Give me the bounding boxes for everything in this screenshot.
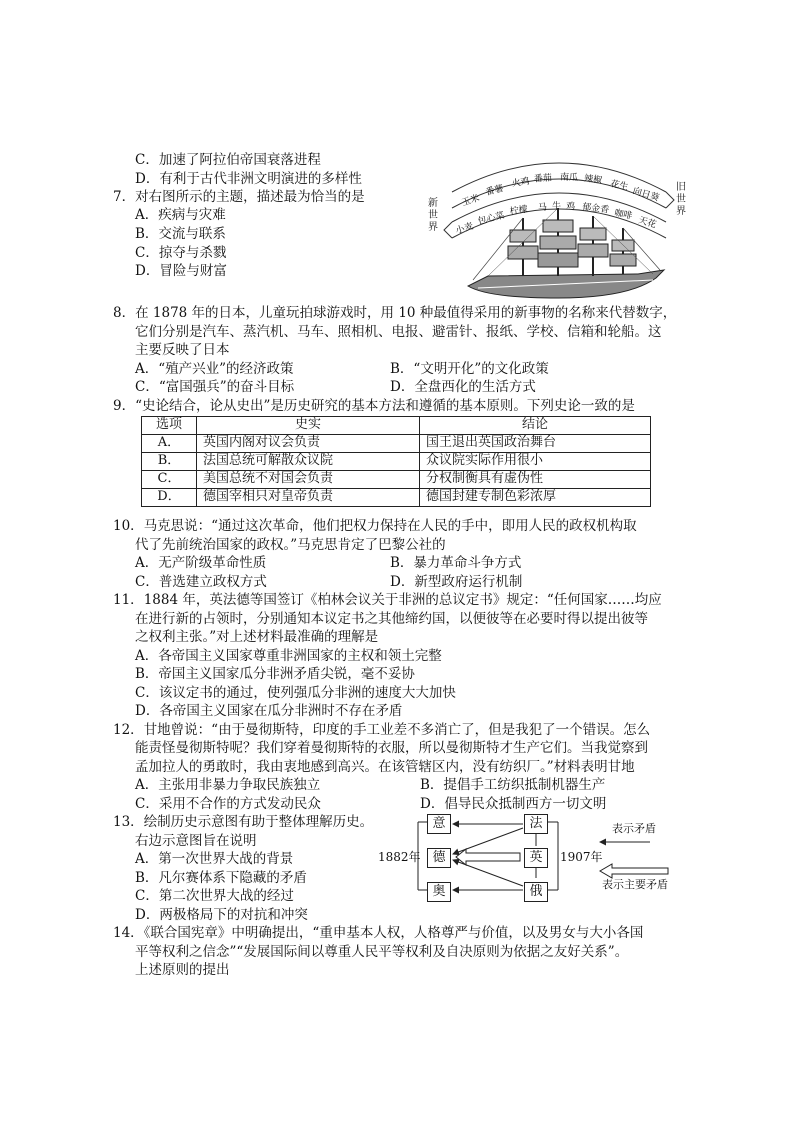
year-1907-label: 1907年: [560, 850, 603, 864]
table-cell-conclusion: 德国封建专制色彩浓厚: [420, 489, 651, 507]
q12-option-b: B．提倡手工纺织抵制机器生产: [420, 777, 606, 793]
q11-option-d: D．各帝国主义国家在瓜分非洲时不存在矛盾: [135, 703, 403, 719]
q11-option-c: C．该议定书的通过，使列强瓜分非洲的速度大大加快: [135, 685, 456, 701]
legend-minor-conflict: 表示矛盾: [612, 822, 656, 835]
q12-option-d: D．倡导民众抵制西方一切文明: [420, 796, 607, 812]
table-cell-fact: 法国总统可解散众议院: [197, 453, 420, 471]
q8-option-c: C．“富国强兵”的奋斗目标: [135, 379, 295, 395]
q9-table: [141, 416, 651, 507]
q8-stem-line2: 它们分别是汽车、蒸汽机、马车、照相机、电报、避雷针、报纸、学校、信箱和轮船。这: [135, 324, 662, 340]
table-header-fact: 史实: [197, 417, 420, 435]
table-cell-option: C．: [142, 471, 197, 489]
table-header-conclusion: 结论: [420, 417, 651, 435]
table-row: [142, 435, 651, 453]
goods-top-7: 向日葵: [631, 186, 661, 204]
q10-option-c: C．普选建立政权方式: [135, 574, 267, 590]
q10-number: 10．: [113, 518, 144, 534]
q8-stem-line1: [113, 305, 676, 323]
q11-stem-line1: [113, 592, 662, 610]
goods-bottom-5: 鸡: [565, 201, 576, 213]
q11-number: 11．: [113, 592, 144, 608]
table-cell-fact: 德国宰相只对皇帝负责: [197, 489, 420, 507]
q13-option-c: C．第二次世界大战的经过: [135, 888, 294, 904]
table-cell-fact: 美国总统不对国会负责: [197, 471, 420, 489]
q12-number: 12．: [113, 722, 144, 738]
table-cell-conclusion: 分权制衡具有虚伪性: [420, 471, 651, 489]
legend-major-conflict: 表示主要矛盾: [602, 878, 668, 891]
table-row: [142, 471, 651, 489]
q8-option-b: B．“文明开化”的文化政策: [390, 361, 549, 377]
q13-option-d: D．两极格局下的对抗和冲突: [135, 907, 308, 923]
q13-option-b: B．凡尔赛体系下隐藏的矛盾: [135, 870, 307, 886]
q8-option-a: A．“殖产兴业”的经济政策: [135, 361, 294, 377]
q10-stem-line2: 代了先前统治国家的政权。”马克思肯定了巴黎公社的: [135, 537, 446, 553]
q13-stem-line2: 右边示意图旨在说明: [135, 833, 257, 849]
q7-option-c: C．掠夺与杀戮: [135, 245, 227, 261]
node-germany: 德: [427, 848, 451, 868]
q10-option-b: B．暴力革命斗争方式: [390, 555, 522, 571]
table-cell-conclusion: 众议院实际作用很小: [420, 453, 651, 471]
q7-stem: [113, 189, 365, 207]
goods-top-6: 花生: [609, 179, 630, 193]
table-row: [142, 489, 651, 507]
q12-stem-line1: [113, 722, 650, 740]
table-cell-option: A．: [142, 435, 197, 453]
q7-number: 7．: [113, 189, 136, 205]
node-austria: 奥: [427, 882, 451, 902]
q7-option-d: D．冒险与财富: [135, 263, 227, 279]
q14-stem-line2: 平等权利之信念”“发展国际间以尊重人民平等权利及自决原则为依据之友好关系”。: [135, 944, 629, 960]
q12-option-c: C．采用不合作的方式发动民众: [135, 796, 321, 812]
year-1882-label: 1882年: [378, 850, 421, 864]
q10-stem-line1: [113, 518, 637, 536]
q8-option-d: D．全盘西化的生活方式: [390, 379, 536, 395]
q13-number: 13．: [113, 814, 144, 830]
node-italy: 意: [427, 814, 451, 834]
q9-stem: [113, 398, 635, 416]
goods-bottom-7: 咖啡: [613, 208, 634, 222]
goods-top-4: 南瓜: [559, 172, 579, 184]
q6-option-c: C．加速了阿拉伯帝国衰落进程: [135, 152, 321, 168]
alliance-diagram: [378, 810, 683, 906]
node-britain: 英: [524, 848, 548, 868]
q9-number: 9．: [113, 398, 136, 414]
q8-line1-text: 在 1878 年的日本，儿童玩拍球游戏时，用 10 种最值得采用的新事物的名称来代替数字，: [135, 305, 677, 321]
goods-top-5: 辣椒: [583, 173, 603, 187]
new-world-label: 新世界: [428, 198, 438, 233]
goods-bottom-8: 天花: [637, 215, 658, 231]
q11-line1-text: 1884 年，英法德等国签订《柏林会议关于非洲的总议定书》规定：“任何国家……均应: [143, 592, 662, 608]
goods-top-1: 番薯: [484, 183, 505, 199]
q6-option-d: D．有利于古代非洲文明演进的多样性: [135, 171, 362, 187]
goods-top-3: 番茄: [533, 173, 553, 185]
columbian-exchange-figure: [428, 158, 690, 304]
node-russia: 俄: [524, 882, 548, 902]
table-cell-conclusion: 国王退出英国政治舞台: [420, 435, 651, 453]
q9-stem-text: “史论结合，论从史出”是历史研究的基本方法和遵循的基本原则。下列史论一致的是: [135, 398, 635, 414]
table-header-row: [142, 417, 651, 435]
q14-line1-text: 《联合国宪章》中明确提出，“重申基本人权，人格尊严与价值，以及男女与大小各国: [143, 925, 644, 941]
goods-top-0: 玉米: [460, 193, 481, 209]
q7-option-a: A．疾病与灾难: [135, 207, 226, 223]
q10-line1-text: 马克思说：“通过这次革命，他们把权力保持在人民的手中，即用人民的政权机构取: [143, 518, 637, 534]
q8-stem-line3: 主要反映了日本: [135, 342, 230, 358]
q11-option-a: A．各帝国主义国家尊重非洲国家的主权和领土完整: [135, 648, 442, 664]
old-world-label: 旧世界: [676, 182, 686, 217]
q10-option-a: A．无产阶级革命性质: [135, 555, 267, 571]
goods-bottom-1: 包心菜: [476, 210, 506, 228]
goods-bottom-3: 马: [537, 202, 548, 214]
q14-stem-line3: 上述原则的提出: [135, 962, 230, 978]
q11-option-b: B．帝国主义国家瓜分非洲矛盾尖锐，毫不妥协: [135, 666, 415, 682]
q13-stem-line1: [113, 814, 373, 832]
q14-stem-line1: [113, 925, 643, 943]
goods-bottom-6: 郁金香: [581, 202, 610, 216]
q7-option-b: B．交流与联系: [135, 226, 226, 242]
goods-bottom-0: 小麦: [454, 221, 475, 237]
q12-stem-line2: 能责怪曼彻斯特呢？我们穿着曼彻斯特的衣服，所以曼彻斯特才生产它们。当我觉察到: [135, 740, 648, 756]
table-row: [142, 453, 651, 471]
q11-stem-line2: 在进行新的占领时，分别通知本议定书之其他缔约国，以便彼等在必要时得以提出彼等: [135, 611, 648, 627]
goods-bottom-4: 牛: [552, 202, 562, 212]
q7-stem-text: 对右图所示的主题，描述最为恰当的是: [135, 189, 365, 205]
goods-top-2: 火鸡: [511, 176, 531, 190]
q11-stem-line3: 之权利主张。”对上述材料最准确的理解是: [135, 629, 379, 645]
table-cell-option: B．: [142, 453, 197, 471]
q13-option-a: A．第一次世界大战的背景: [135, 851, 294, 867]
table-header-option: 选项: [142, 417, 197, 435]
table-cell-option: D．: [142, 489, 197, 507]
q8-number: 8．: [113, 305, 136, 321]
node-france: 法: [524, 814, 548, 834]
goods-bottom-2: 柠檬: [509, 204, 529, 218]
q12-option-a: A．主张用非暴力争取民族独立: [135, 777, 321, 793]
q10-option-d: D．新型政府运行机制: [390, 574, 523, 590]
q13-line1-text: 绘制历史示意图有助于整体理解历史。: [143, 814, 374, 830]
table-cell-fact: 英国内阁对议会负责: [197, 435, 420, 453]
q12-line1-text: 甘地曾说：“由于曼彻斯特，印度的手工业差不多消亡了，但是我犯了一个错误。怎么: [143, 722, 651, 738]
q12-stem-line3: 孟加拉人的勇敢时，我由衷地感到高兴。在该管辖区内，没有纺织厂。”材料表明甘地: [135, 759, 635, 775]
q14-number: 14．: [113, 925, 144, 941]
